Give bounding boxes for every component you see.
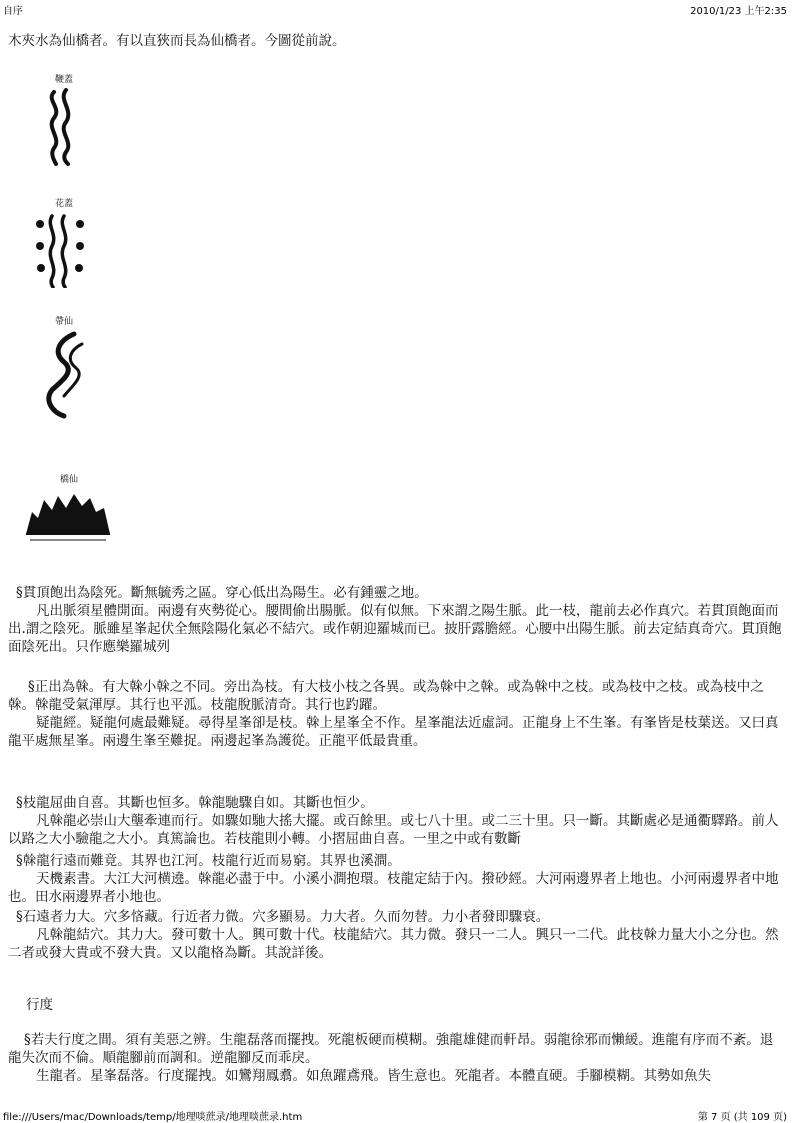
section-5 <box>8 908 786 962</box>
section-1 <box>8 584 786 656</box>
figure-label-whip: 鞭蓋 <box>55 75 74 85</box>
section-6 <box>8 996 786 1085</box>
section-heading: §榦龍行遠而難竟。其界也江河。枝龍行近而易窮。其界也溪澗。 <box>16 853 401 869</box>
section-body: 疑龍經。疑龍何處最難疑。尋得星峯卻是枝。榦上星峯全不作。星峯龍法近虛詞。正龍身上不生峯。有峯皆是枝葉送。又曰真龍平處無星峯。兩邊生峯至難捉。兩邊起峯為護從。正龍平低最貴重。 <box>8 715 779 749</box>
intro-paragraph <box>8 32 786 50</box>
flower-shape-icon <box>34 212 90 288</box>
print-header-timestamp: 2010/1/23 上午2:35 <box>690 6 787 17</box>
figure-label-flower: 花蓋 <box>55 199 74 209</box>
section-body: 凡榦龍必崇山大壟牽連而行。如驟如馳大搖大擺。或百餘里。或七八十里。或二三十里。只一斷。其斷處必是通衢驛路。前人以路之大小驗龍之大小。真篤論也。若枝龍則小轉。小摺屈曲自喜。一里之中或有數斷 <box>8 813 779 847</box>
print-footer-page: 第 7 页 (共 109 页) <box>697 1112 787 1123</box>
bridge-mountain-icon <box>24 488 112 544</box>
section-heading: §貫頂飽出為陰死。斷無毓秀之區。穿心低出為陽生。必有鍾靈之地。 <box>16 585 428 601</box>
section-title: 行度 <box>26 997 53 1013</box>
section-4 <box>8 834 786 906</box>
figure-label-belt: 帶仙 <box>55 317 74 327</box>
section-body: 天機素書。大江大河横遶。榦龍必盡于中。小溪小澗抱環。枝龍定結于內。撥砂經。大河兩邊界者上地也。小河兩邊界者中地也。田水兩邊界者小地也。 <box>8 871 779 905</box>
section-2 <box>8 678 786 750</box>
intro-text: 木夾水為仙橋者。有以直狹而長為仙橋者。今圖從前說。 <box>8 33 346 49</box>
section-heading: §若夫行度之間。須有美惡之辨。生龍磊落而擺拽。死龍板硬而模糊。強龍雄健而軒昂。弱龍徐邪而懶緩。進龍有序而不紊。退龍失次而不倫。順龍腳前而調和。逆龍腳反而乖戾。 <box>8 1032 774 1066</box>
section-body: 凡榦龍結穴。其力大。發可數十人。興可數十代。枝龍結穴。其力微。發只一二人。興只一二代。此枝榦力量大小之分也。然二者或發大貴或不發大貴。又以龍格為斷。其說詳後。 <box>8 927 779 961</box>
section-body: 生龍者。星峯磊落。行度擺拽。如鸞翔鳳翥。如魚躍鳶飛。皆生意也。死龍者。本體直硬。手腳模糊。其勢如魚失 <box>36 1068 711 1084</box>
section-heading: §枝龍屈曲自喜。其斷也恒多。榦龍馳驟自如。其斷也恒少。 <box>16 795 374 811</box>
print-header-title: 自序 <box>3 6 23 17</box>
section-body: 凡出脈須星體開面。兩邊有夾勢從心。腰間偷出腸脈。似有似無。下來謂之陽生脈。此一枝，龍前去必作真穴。若貫頂飽面而出.謂之陰死。脈雖星峯起伏全無陰陽化氣必不結穴。或作朝迎羅城而已。披肝露膽經。心腰中出陽生脈。前去定結真奇穴。貫頂飽面陰死出。只作應樂羅城列 <box>8 603 782 655</box>
whip-shape-icon <box>44 88 84 166</box>
belt-shape-icon <box>40 330 92 420</box>
figure-label-bridge: 橋仙 <box>60 475 79 485</box>
section-heading: §石遠者力大。穴多悋藏。行近者力微。穴多顯易。力大者。久而勿替。力小者發即驟衰。 <box>16 909 550 925</box>
section-heading: §正出為榦。有大榦小榦之不同。旁出為枝。有大枝小枝之各異。或為榦中之榦。或為榦中之枝。或為枝中之枝。或為枝中之榦。榦龍受氣渾厚。其行也平泒。枝龍脫脈清奇。其行也趵躍。 <box>8 679 764 713</box>
print-footer-url: file:///Users/mac/Downloads/temp/地理啖蔗录/地理啖蔗录.htm <box>3 1112 303 1123</box>
